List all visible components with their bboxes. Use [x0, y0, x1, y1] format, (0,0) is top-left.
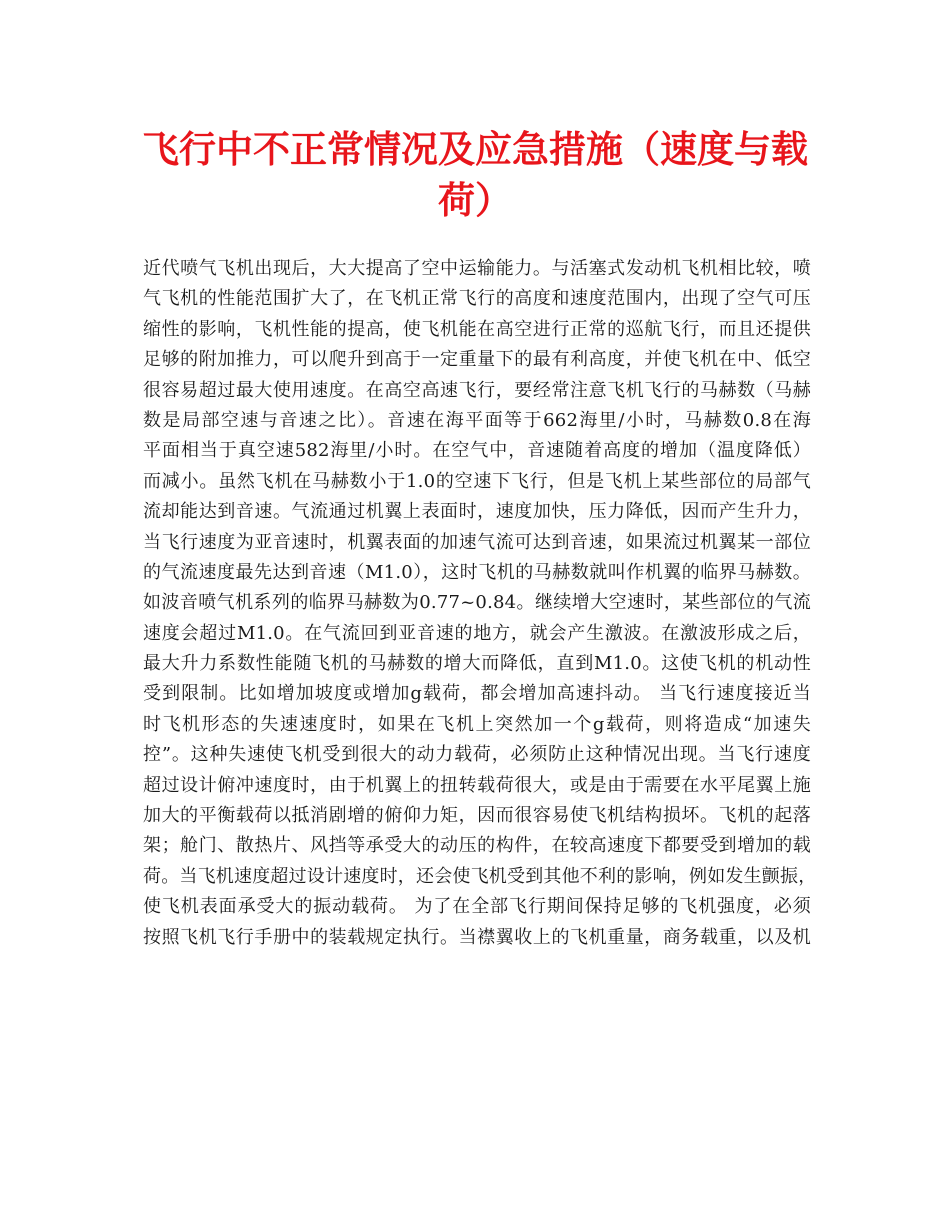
body-line: 按照飞机飞行手册中的装载规定执行。当襟翼收上的飞机重量，商务载重，以及机 — [143, 926, 811, 948]
document-body — [143, 254, 817, 953]
body-line: 如波音喷气机系列的临界马赫数为0.77~0.84。继续增大空速时，某些部位的气流 — [143, 592, 811, 614]
body-line: 数是局部空速与音速之比）。音速在海平面等于662海里/小时，马赫数0.8在海 — [143, 409, 811, 431]
body-line: 最大升力系数性能随飞机的马赫数的增大而降低，直到M1.0。这使飞机的机动性 — [143, 653, 811, 675]
body-line: 使飞机表面承受大的振动载荷。 为了在全部飞行期间保持足够的飞机强度，必须 — [143, 896, 811, 918]
body-line: 架；舱门、散热片、风挡等承受大的动压的构件，在较高速度下都要受到增加的载 — [143, 835, 811, 857]
body-line: 近代喷气飞机出现后，大大提高了空中运输能力。与活塞式发动机飞机相比较，喷 — [143, 258, 811, 279]
body-line: 加大的平衡载荷以抵消剧增的俯仰力矩，因而很容易使飞机结构损坏。飞机的起落 — [143, 805, 811, 827]
body-line: 时飞机形态的失速速度时，如果在飞机上突然加一个g载荷，则将造成“加速失 — [143, 713, 811, 735]
body-line: 气飞机的性能范围扩大了，在飞机正常飞行的高度和速度范围内，出现了空气可压 — [143, 288, 811, 310]
document-title: 飞行中不正常情况及应急措施（速度与载荷） — [142, 127, 808, 222]
body-line: 荷。当飞机速度超过设计速度时，还会使飞机受到其他不利的影响，例如发生颤振， — [143, 865, 817, 887]
body-line: 很容易超过最大使用速度。在高空高速飞行，要经常注意飞机飞行的马赫数（马赫 — [143, 379, 811, 401]
body-line: 控”。这种失速使飞机受到很大的动力载荷，必须防止这种情况出现。当飞行速度 — [143, 744, 811, 766]
body-line: 的气流速度最先达到音速（M1.0），这时飞机的马赫数就叫作机翼的临界马赫数。 — [143, 561, 811, 583]
body-line: 超过设计俯冲速度时，由于机翼上的扭转载荷很大，或是由于需要在水平尾翼上施 — [143, 774, 811, 796]
body-line: 平面相当于真空速582海里/小时。在空气中，音速随着高度的增加（温度降低） — [143, 440, 811, 462]
body-line: 足够的附加推力，可以爬升到高于一定重量下的最有利高度，并使飞机在中、低空 — [143, 349, 811, 371]
body-line: 而减小。虽然飞机在马赫数小于1.0的空速下飞行，但是飞机上某些部位的局部气 — [143, 470, 811, 492]
body-line: 流却能达到音速。气流通过机翼上表面时，速度加快，压力降低，因而产生升力， — [143, 501, 811, 523]
body-line: 速度会超过M1.0。在气流回到亚音速的地方，就会产生激波。在激波形成之后， — [143, 622, 811, 644]
body-line: 受到限制。比如增加坡度或增加g载荷，都会增加高速抖动。 当飞行速度接近当 — [143, 683, 811, 705]
body-line: 当飞行速度为亚音速时，机翼表面的加速气流可达到音速，如果流过机翼某一部位 — [143, 531, 811, 553]
body-line: 缩性的影响，飞机性能的提高，使飞机能在高空进行正常的巡航飞行，而且还提供 — [143, 318, 811, 340]
